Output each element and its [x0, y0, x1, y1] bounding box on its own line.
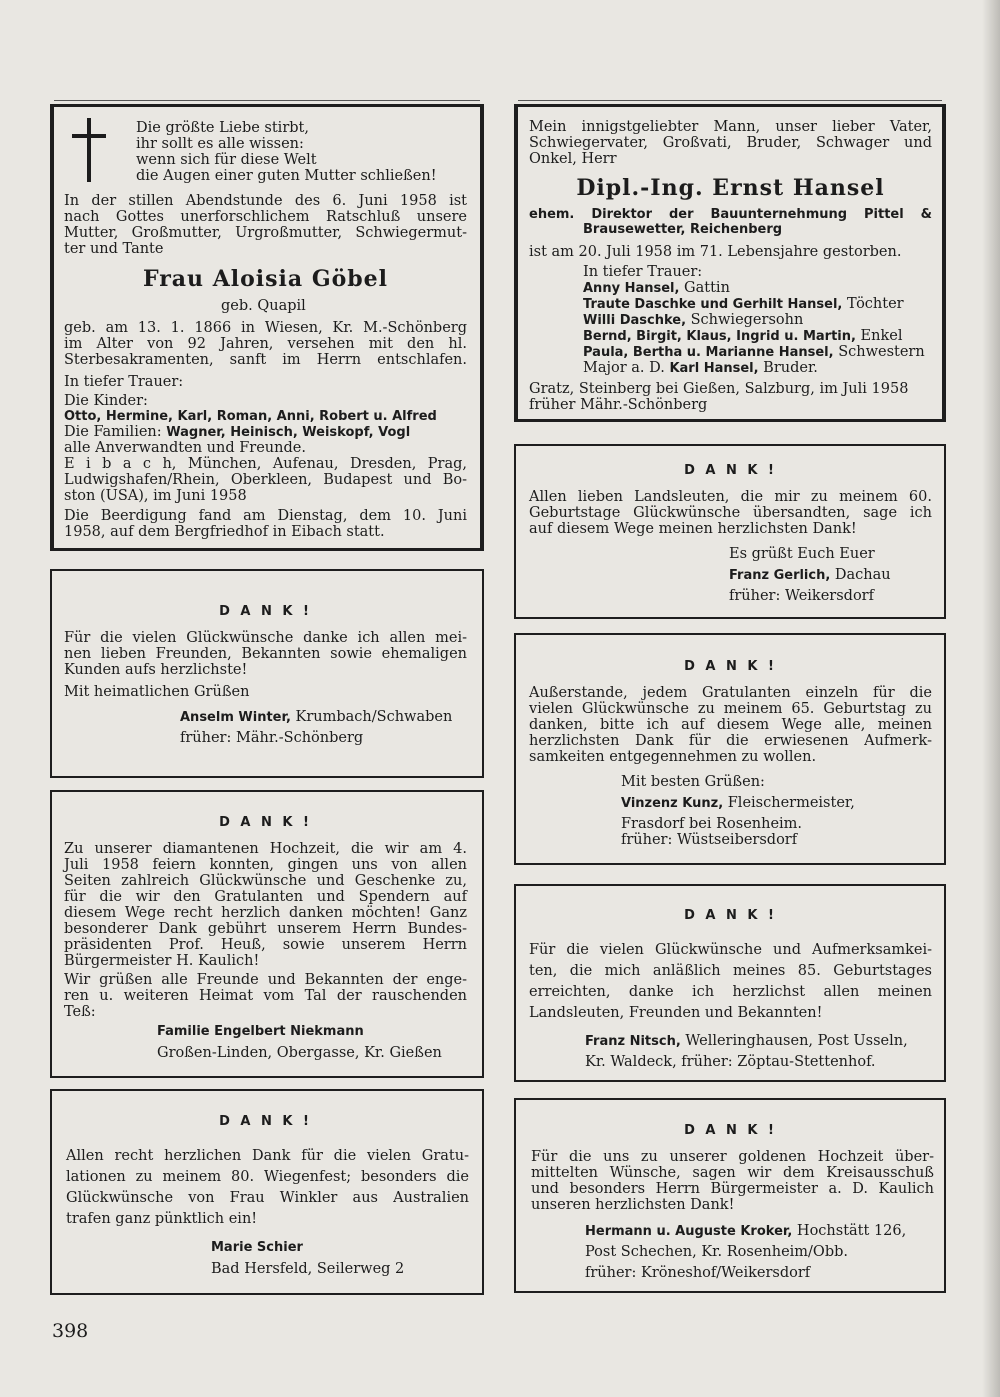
poem-line: die Augen einer guten Mutter schließen!: [136, 168, 437, 184]
text-line: vielen Glückwünsche zu meinem 65. Geburtstag zu: [529, 701, 932, 717]
text-line: Mein innigstgeliebter Mann, unser lieber Vater,: [529, 119, 932, 135]
cross-icon: [72, 118, 106, 182]
text-line: Glückwünsche von Frau Winkler aus Australien: [66, 1190, 469, 1206]
text-line: Mutter, Großmutter, Urgroßmutter, Schwiegermut-: [64, 225, 467, 241]
signer-name: Franz Gerlich,: [729, 568, 831, 583]
text-line: samkeiten entgegennehmen zu wollen.: [529, 749, 817, 765]
text-line: Für die uns zu unserer goldenen Hochzeit über-: [531, 1149, 934, 1165]
text-line: ter und Tante: [64, 241, 164, 257]
places-line: früher Mähr.-Schönberg: [529, 397, 708, 413]
thanks-heading: D A N K !: [219, 1114, 312, 1129]
text-line: und besonders Herrn Bürgermeister a. D. Kaulich: [531, 1181, 934, 1197]
poem-line: wenn sich für diese Welt: [136, 152, 317, 168]
text-line: unseren herzlichsten Dank!: [531, 1197, 735, 1213]
text-line: ston (USA), im Juni 1958: [64, 488, 247, 504]
signer-line: [585, 1033, 908, 1050]
text-line: Kunden aufs herzlichste!: [64, 662, 248, 678]
text-line: danken, bitte ich auf diesem Wege alle, meinen: [529, 717, 932, 733]
text-line: ren u. weiteren Heimat vom Tal der rauschenden: [64, 988, 467, 1004]
mourning-label: In tiefer Trauer:: [64, 374, 184, 390]
former-line: früher: Weikersdorf: [729, 588, 874, 604]
text-line: Zu unserer diamantenen Hochzeit, die wir am 4.: [64, 841, 467, 857]
text-line: Landsleuten, Freunden und Bekannten!: [529, 1005, 823, 1021]
thanks-heading: D A N K !: [684, 1123, 777, 1138]
signer-name: Hermann u. Auguste Kroker,: [585, 1224, 793, 1239]
text-line: Bürgermeister H. Kaulich!: [64, 953, 260, 969]
mourner-relation: Schwiegersohn: [686, 312, 804, 328]
mourner-line: [583, 296, 904, 313]
birth-name: geb. Quapil: [221, 298, 306, 314]
text-line: besonderer Dank gebührt unserem Herrn Bundes-: [64, 921, 467, 937]
signer-place: Fleischermeister,: [723, 795, 855, 811]
mourner-line: [583, 280, 730, 297]
text-line: präsidenten Prof. Heuß, sowie unserem Herrn: [64, 937, 467, 953]
text-line: Außerstande, jedem Gratulanten einzeln für die: [529, 685, 932, 701]
signer-place: Hochstätt 126,: [792, 1223, 907, 1239]
former-line: Kr. Waldeck, früher: Zöptau-Stettenhof.: [585, 1054, 876, 1070]
place-line: Frasdorf bei Rosenheim.: [621, 816, 803, 832]
mourner-relation: Bruder.: [758, 360, 818, 376]
text-line: Für die vielen Glückwünsche danke ich allen mei-: [64, 630, 467, 646]
thanks-heading: D A N K !: [684, 908, 777, 923]
mourner-relation: Töchter: [842, 296, 904, 312]
signer-name: Anselm Winter,: [180, 710, 291, 725]
signer-name: Marie Schier: [211, 1240, 303, 1255]
text-line: für die wir den Gratulanten und Spendern auf: [64, 889, 467, 905]
death-line: ist am 20. Juli 1958 im 71. Lebensjahre gestorben.: [529, 244, 902, 260]
former-line: früher: Mähr.-Schönberg: [180, 730, 364, 746]
text-line: In der stillen Abendstunde des 6. Juni 1958 ist: [64, 193, 467, 209]
signer-name: Familie Engelbert Niekmann: [157, 1024, 364, 1039]
text-line: Die Beerdigung fand am Dienstag, dem 10. Juni: [64, 508, 467, 524]
text-line: Teß:: [64, 1004, 96, 1020]
text-line: Allen recht herzlichen Dank für die vielen Gratu-: [66, 1148, 469, 1164]
text-line: Seiten zahlreich Glückwünsche und Geschenke zu,: [64, 873, 467, 889]
text-line: herzlichsten Dank für die erwiesenen Aufmerk-: [529, 733, 932, 749]
signer-line: [180, 709, 452, 726]
thanks-heading: D A N K !: [219, 815, 312, 830]
text-line: geb. am 13. 1. 1866 in Wiesen, Kr. M.-Schönberg: [64, 320, 467, 336]
families-prefix: Die Familien:: [64, 424, 162, 440]
text-line: trafen ganz pünktlich ein!: [66, 1211, 258, 1227]
mourner-name: Traute Daschke und Gerhilt Hansel,: [583, 297, 843, 312]
text-line: Allen lieben Landsleuten, die mir zu meinem 60.: [529, 489, 932, 505]
mourner-name: Anny Hansel,: [583, 281, 680, 296]
poem-line: ihr sollt es alle wissen:: [136, 136, 304, 152]
mourner-line: [583, 344, 925, 361]
signer-place: Welleringhausen, Post Usseln,: [680, 1033, 908, 1049]
text-line: nen lieben Freunden, Bekannten sowie ehemaligen: [64, 646, 467, 662]
places-line: Gratz, Steinberg bei Gießen, Salzburg, im Juli 1958: [529, 381, 909, 397]
text-line: 1958, auf dem Bergfriedhof in Eibach statt.: [64, 524, 385, 540]
families-line: [64, 424, 410, 441]
mourner-relation: Schwestern: [833, 344, 925, 360]
families-names: Wagner, Heinisch, Weiskopf, Vogl: [166, 425, 411, 440]
text-line: mittelten Wünsche, sagen wir dem Kreisausschuß: [531, 1165, 934, 1181]
mourner-line: [583, 312, 803, 329]
signer-line: [729, 567, 891, 584]
greeting-line: Es grüßt Euch Euer: [729, 546, 875, 562]
title-line: ehem. Direktor der Bauunternehmung Pittel &: [529, 207, 932, 222]
text-line: Für die vielen Glückwünsche und Aufmerksamkei-: [529, 942, 932, 958]
mourner-name: Willi Daschke,: [583, 313, 687, 328]
text-line: Sterbesakramenten, sanft im Herrn entschlafen.: [64, 352, 467, 368]
thanks-heading: D A N K !: [219, 604, 312, 619]
address-line: Großen-Linden, Obergasse, Kr. Gießen: [157, 1045, 442, 1061]
signer-name: Franz Nitsch,: [585, 1034, 681, 1049]
thanks-heading: D A N K !: [684, 659, 777, 674]
greeting-line: Mit besten Grüßen:: [621, 774, 765, 790]
mourning-label: In tiefer Trauer:: [583, 264, 703, 280]
text-line: Schwiegervater, Großvati, Bruder, Schwager und: [529, 135, 932, 151]
mourner-prefix: Major a. D.: [583, 360, 670, 376]
children-names: Otto, Hermine, Karl, Roman, Anni, Robert u. Alfred: [64, 409, 437, 424]
page-number: 398: [52, 1320, 89, 1342]
text-line: im Alter von 92 Jahren, versehen mit den hl.: [64, 336, 467, 352]
signer-name: Vinzenz Kunz,: [621, 796, 724, 811]
text-line: lationen zu meinem 80. Wiegenfest; besonders die: [66, 1169, 469, 1185]
text-line: erreichten, danke ich herzlichst allen meinen: [529, 984, 932, 1000]
mourner-name: Paula, Bertha u. Marianne Hansel,: [583, 345, 834, 360]
mourner-line: [583, 328, 902, 345]
mourner-relation: Enkel: [855, 328, 903, 344]
text-line: nach Gottes unerforschlichem Ratschluß unsere: [64, 209, 467, 225]
signer-line: [585, 1223, 906, 1240]
mourner-name: Karl Hansel,: [669, 361, 759, 376]
text-line: ten, die mich anläßlich meines 85. Geburtstages: [529, 963, 932, 979]
poem-line: Die größte Liebe stirbt,: [136, 120, 309, 136]
text-line: auf diesem Wege meinen herzlichsten Dank!: [529, 521, 857, 537]
signer-line: [621, 795, 855, 812]
text-line: Ludwigshafen/Rhein, Oberkleen, Budapest und Bo-: [64, 472, 467, 488]
greeting-line: Mit heimatlichen Grüßen: [64, 684, 250, 700]
mourner-relation: Gattin: [679, 280, 730, 296]
children-label: Die Kinder:: [64, 393, 148, 409]
text-line: diesem Wege recht herzlich danken möchten! Ganz: [64, 905, 467, 921]
signer-place: Krumbach/Schwaben: [290, 709, 453, 725]
mourner-name: Bernd, Birgit, Klaus, Ingrid u. Martin,: [583, 329, 856, 344]
signer-place: Dachau: [830, 567, 891, 583]
text-line: Juli 1958 feiern konnten, gingen uns von allen: [64, 857, 467, 873]
address-line: Bad Hersfeld, Seilerweg 2: [211, 1261, 405, 1277]
thanks-heading: D A N K !: [684, 463, 777, 478]
text-line: Geburtstage Glückwünsche übersandten, sage ich: [529, 505, 932, 521]
text-line: Onkel, Herr: [529, 151, 617, 167]
page-edge-shadow: [982, 0, 1000, 1397]
text-line: E i b a c h, München, Aufenau, Dresden, Prag,: [64, 456, 467, 472]
deceased-name: Dipl.-Ing. Ernst Hansel: [576, 175, 885, 201]
deceased-name: Frau Aloisia Göbel: [142, 266, 389, 292]
former-line: früher: Kröneshof/Weikersdorf: [585, 1265, 811, 1281]
former-line: früher: Wüstseibersdorf: [621, 832, 798, 848]
post-line: Post Schechen, Kr. Rosenheim/Obb.: [585, 1244, 848, 1260]
relatives-line: alle Anverwandten und Freunde.: [64, 440, 306, 456]
title-line: Brausewetter, Reichenberg: [583, 222, 783, 237]
text-line: Wir grüßen alle Freunde und Bekannten der enge-: [64, 972, 467, 988]
mourner-line: [583, 360, 818, 377]
